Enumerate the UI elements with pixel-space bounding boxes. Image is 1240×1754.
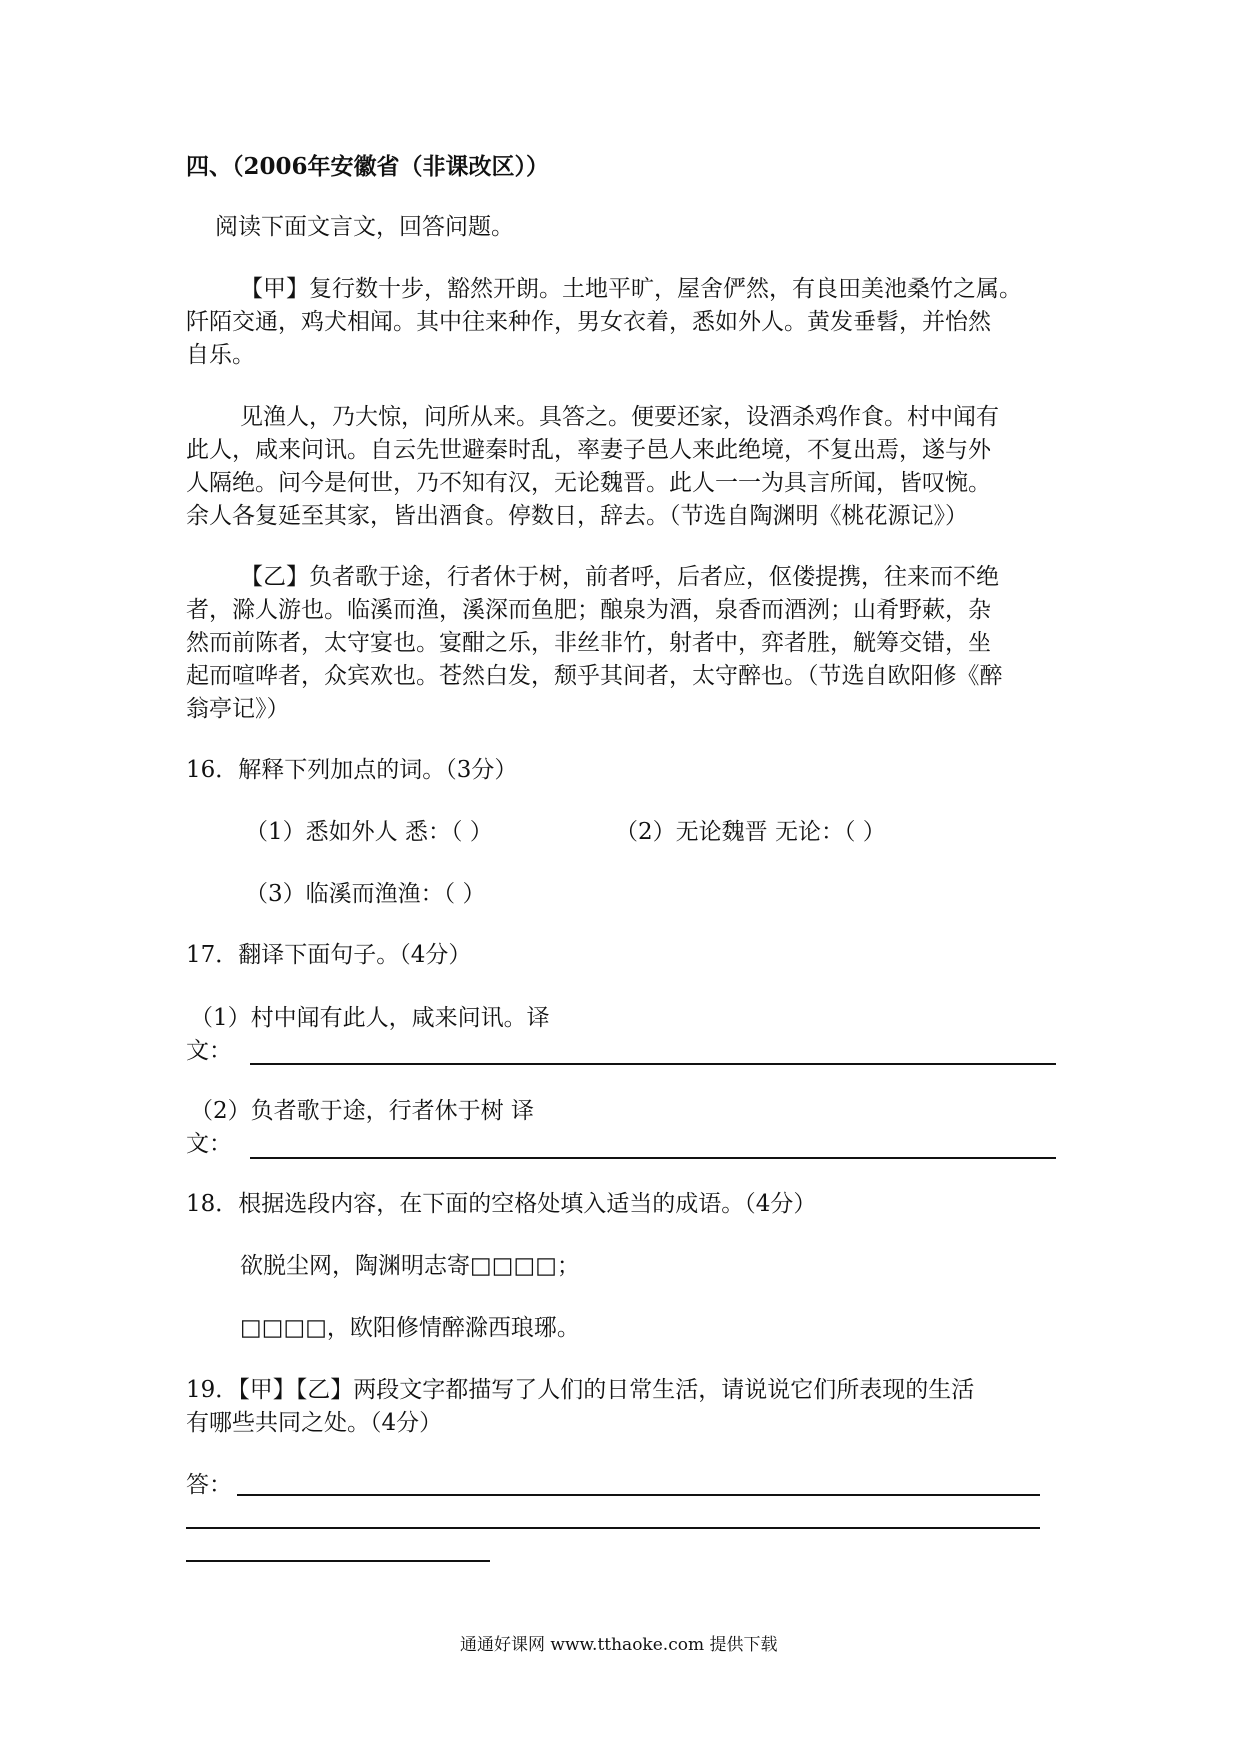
question-18-line-2: □□□□，欧阳修情醉滁西琅琊。 [240, 1315, 580, 1341]
answer-line-1[interactable] [250, 1063, 1056, 1065]
answer-line-5[interactable] [186, 1560, 490, 1562]
question-16-item-1: （1）悉如外人 悉：（ ） [245, 819, 493, 845]
passage-jia-line: 自乐。 [186, 342, 255, 368]
question-17-title: 17．翻译下面句子。（4分） [186, 942, 472, 968]
answer-label: 答： [186, 1472, 232, 1498]
passage-yi-line: 起而喧哗者，众宾欢也。苍然白发，颓乎其间者，太守醉也。（节选自欧阳修《醉 [186, 663, 1003, 689]
question-19-line-1: 19．【甲】【乙】两段文字都描写了人们的日常生活，请说说它们所表现的生活 [186, 1377, 975, 1403]
passage-jia2-line: 见渔人，乃大惊，问所从来。具答之。便要还家，设酒杀鸡作食。村中闻有 [240, 404, 999, 430]
passage-yi-line: 翁亭记》） [186, 696, 290, 722]
question-16-item-2: （2）无论魏晋 无论：（ ） [615, 819, 886, 845]
translation-label-2: 文： [186, 1131, 232, 1157]
passage-jia-line: 【甲】复行数十步，豁然开朗。土地平旷，屋舍俨然，有良田美池桑竹之属。 [240, 276, 1022, 302]
passage-yi-line: 【乙】负者歌于途，行者休于树，前者呼，后者应，伛偻提携，往来而不绝 [240, 564, 999, 590]
passage-jia2-line: 此人，咸来问讯。自云先世避秦时乱，率妻子邑人来此绝境，不复出焉，遂与外 [186, 437, 991, 463]
answer-line-2[interactable] [250, 1157, 1056, 1159]
passage-yi-line: 然而前陈者，太守宴也。宴酣之乐，非丝非竹，射者中，弈者胜，觥筹交错，坐 [186, 630, 991, 656]
passage-yi-line: 者，滁人游也。临溪而渔，溪深而鱼肥；酿泉为酒，泉香而酒洌；山肴野蔌，杂 [186, 597, 991, 623]
question-18-line-1: 欲脱尘网，陶渊明志寄□□□□； [240, 1253, 580, 1279]
instruction-text: 阅读下面文言文，回答问题。 [215, 214, 514, 240]
question-16-item-3: （3）临溪而渔渔：（ ） [245, 881, 486, 907]
passage-jia2-line: 余人各复延至其家，皆出酒食。停数日，辞去。（节选自陶渊明《桃花源记》） [186, 503, 968, 529]
passage-jia-line: 阡陌交通，鸡犬相闻。其中往来种作，男女衣着，悉如外人。黄发垂髫，并怡然 [186, 309, 991, 335]
translation-label-1: 文： [186, 1038, 232, 1064]
footer-text: 通通好课网 www.tthaoke.com 提供下载 [460, 1635, 778, 1655]
question-19-line-2: 有哪些共同之处。（4分） [186, 1410, 443, 1436]
passage-jia2-line: 人隔绝。问今是何世，乃不知有汉，无论魏晋。此人一一为具言所闻，皆叹惋。 [186, 470, 991, 496]
question-17-sentence-2: （2）负者歌于途，行者休于树 译 [190, 1098, 534, 1124]
question-18-title: 18．根据选段内容，在下面的空格处填入适当的成语。（4分） [186, 1191, 817, 1217]
answer-line-4[interactable] [186, 1527, 1040, 1529]
question-16-title: 16．解释下列加点的词。（3分） [186, 757, 518, 783]
section-heading: 四、（2006年安徽省（非课改区）） [186, 153, 550, 180]
answer-line-3[interactable] [237, 1494, 1040, 1496]
question-17-sentence-1: （1）村中闻有此人，咸来问讯。译 [190, 1005, 550, 1031]
